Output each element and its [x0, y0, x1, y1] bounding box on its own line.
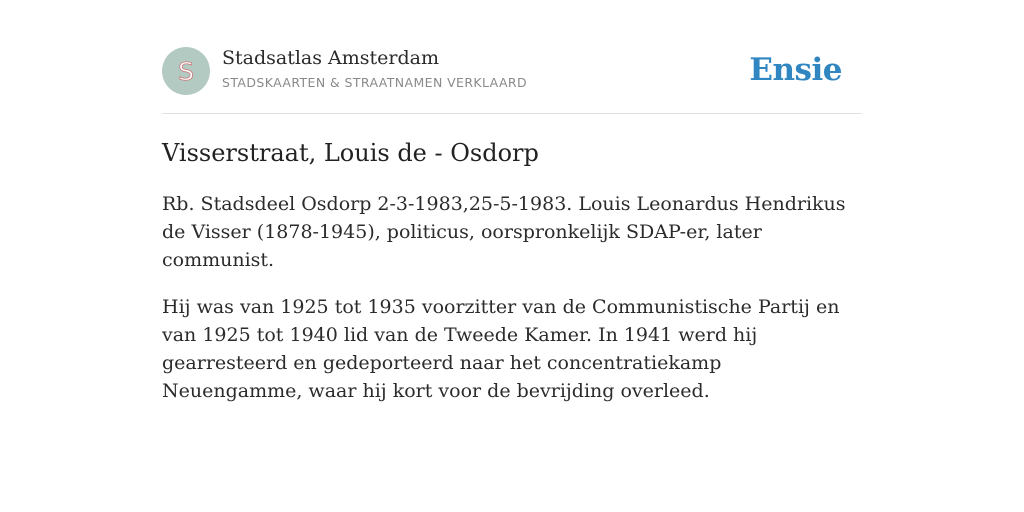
avatar-letter: S [178, 57, 194, 86]
page-title: Visserstraat, Louis de - Osdorp [162, 139, 539, 167]
site-subtitle: STADSKAARTEN & STRAATNAMEN VERKLAARD [222, 75, 528, 90]
brand-logo-link[interactable]: Ensie [749, 52, 842, 88]
site-header [162, 46, 862, 114]
article-paragraph: Hij was van 1925 tot 1935 voorzitter van de Communistische Partij en van 1925 tot 1940 lid van de Tweede Kamer. In 1941 werd hij gearresteerd en gedeporteerd naar het concentratiekamp Neuengamme, waar hij kort voor de bevrijding overleed. [162, 296, 840, 402]
article [162, 114, 862, 405]
avatar[interactable] [162, 47, 210, 95]
article-paragraph: Rb. Stadsdeel Osdorp 2-3-1983,25-5-1983. Louis Leonardus Hendrikus de Visser (1878-1945), politicus, oorspronkelijk SDAP-er, later communist. [162, 193, 846, 271]
site-title[interactable]: Stadsatlas Amsterdam [222, 47, 440, 69]
page-container [162, 46, 862, 405]
